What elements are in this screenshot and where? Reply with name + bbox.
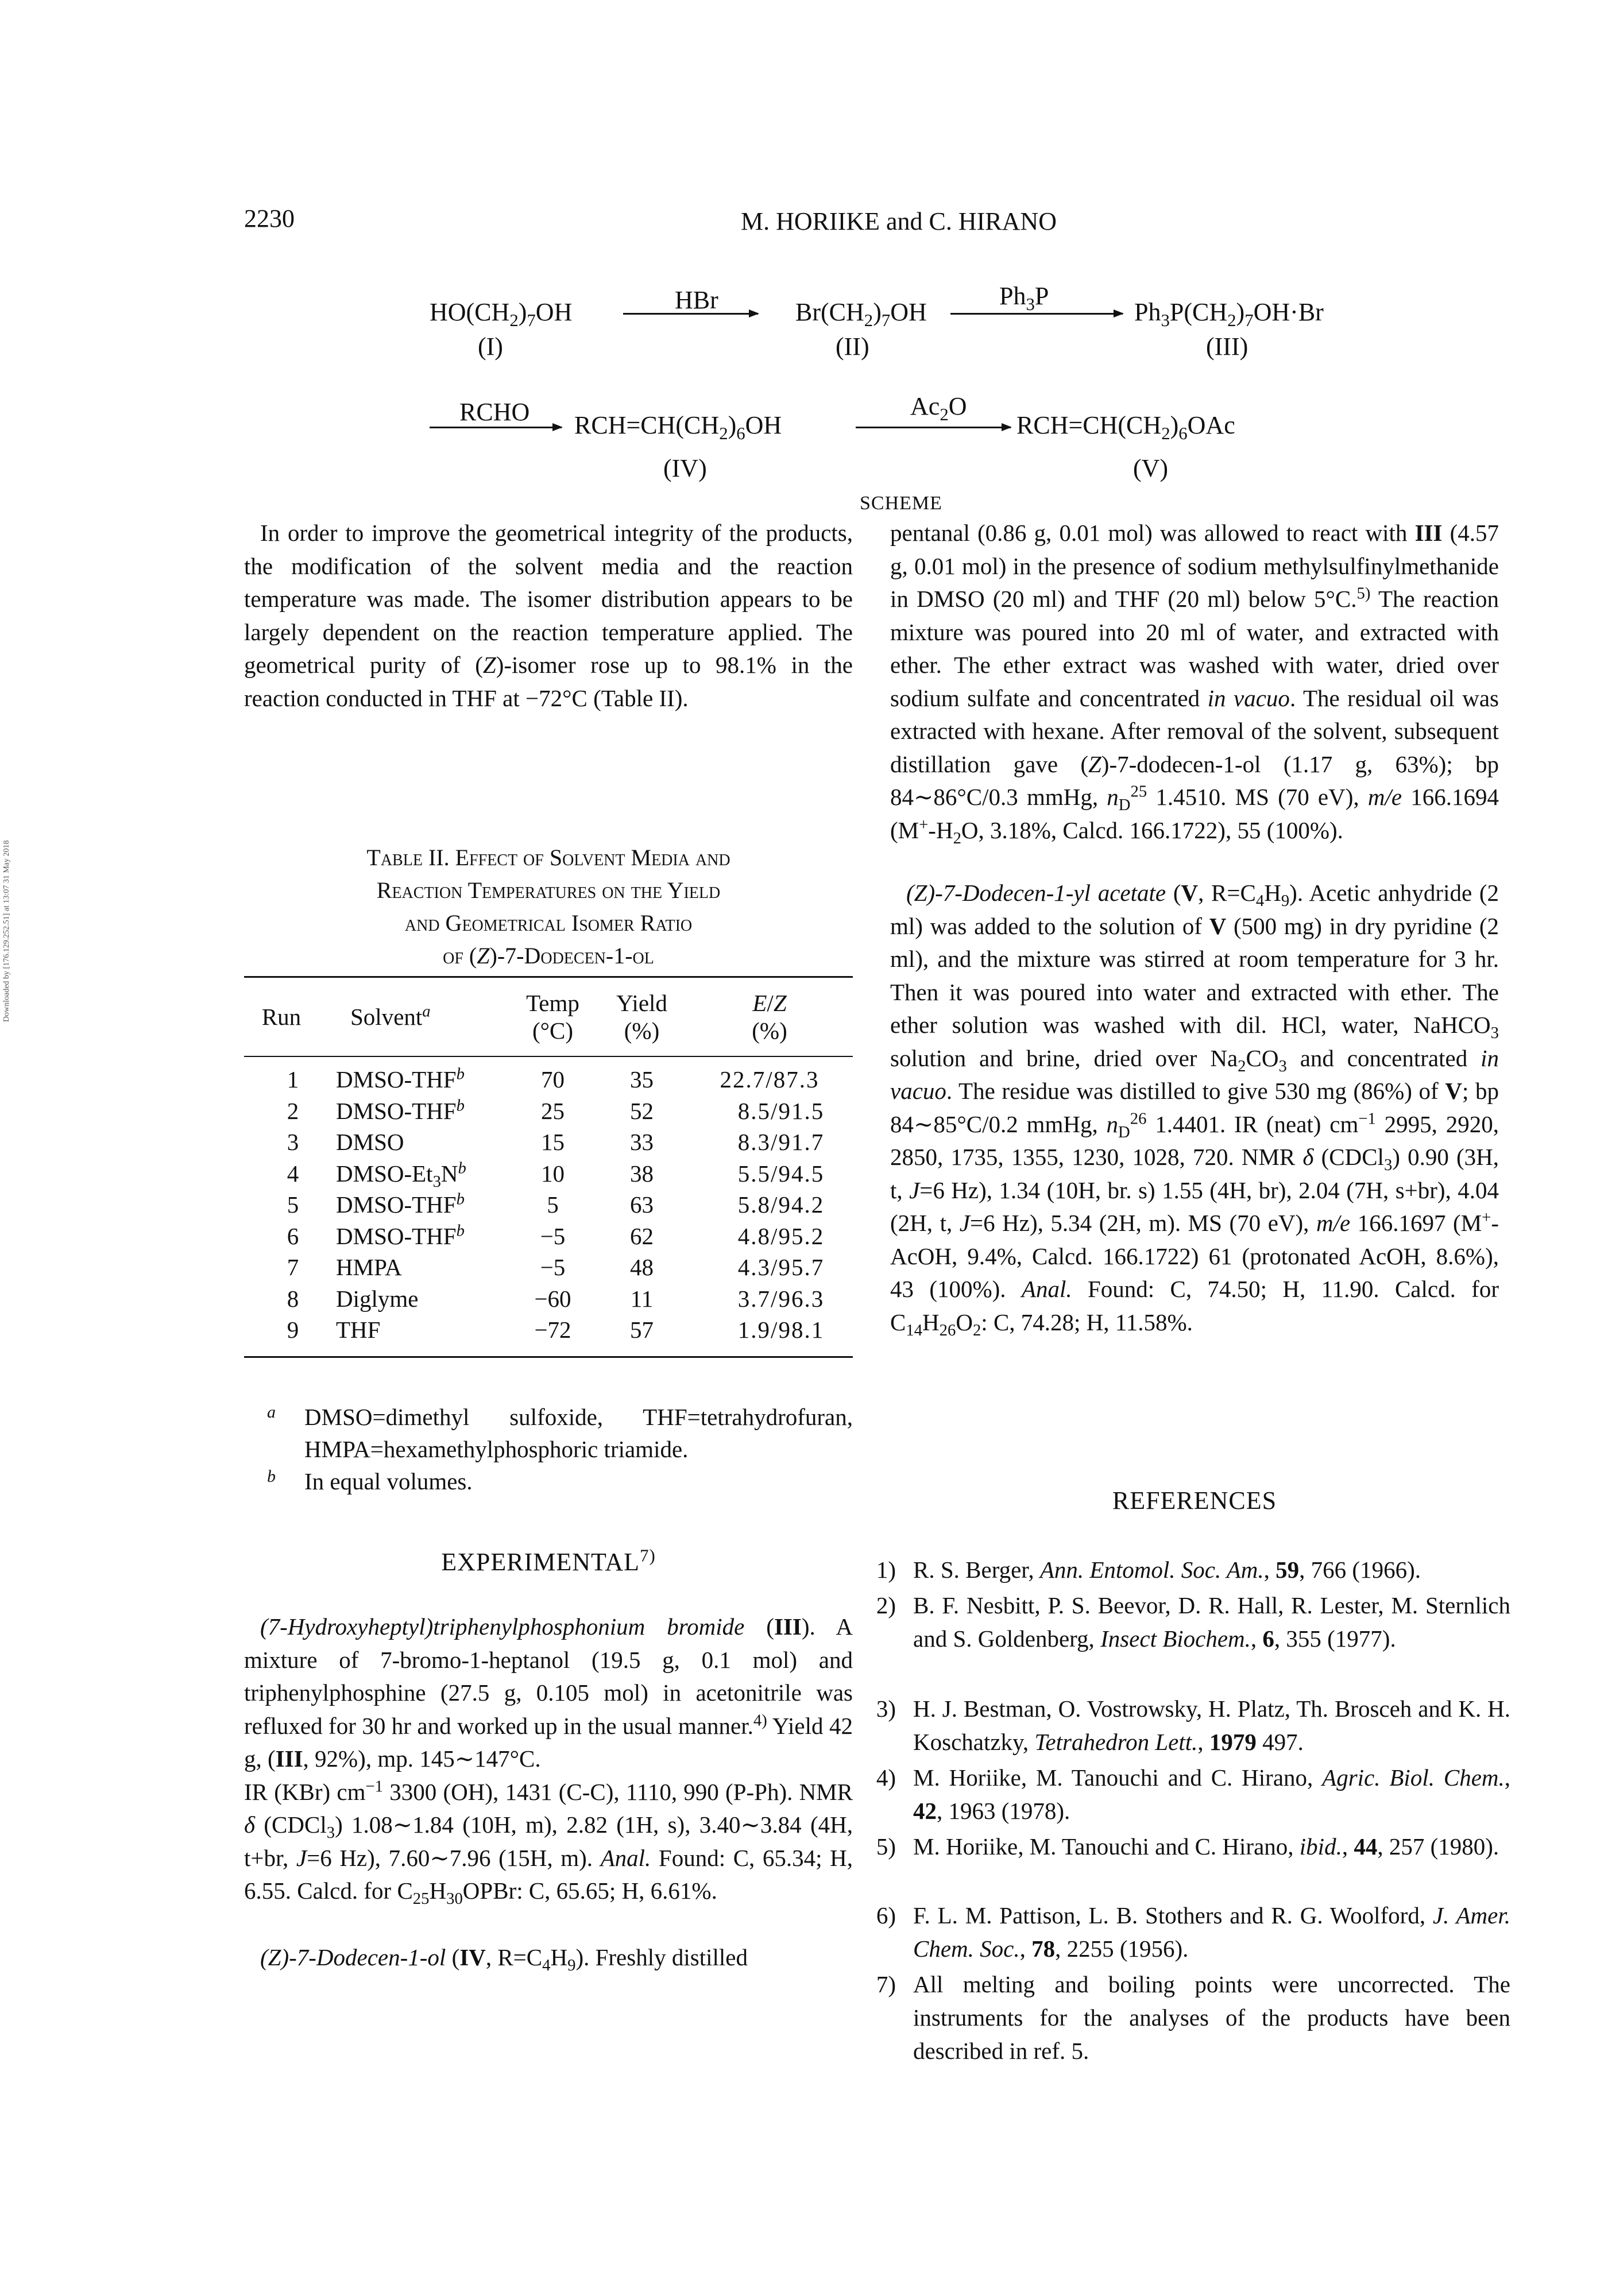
reagent-ph3p: $Ph_3P$ (999, 282, 1049, 314)
label-IV: (IV) (663, 454, 707, 482)
table-ii (244, 976, 853, 1358)
footnote-a: a DMSO=dimethyl sulfoxide, THF=tetrahydrofuran, HMPA=hexamethylphosphoric triamide. (267, 1403, 853, 1462)
table-title: Table II. Effect of Solvent Media and Reaction Temperatures on the Yield and Geometrical Isomer Ratio of (Z)-7-Dodecen-1-ol (366, 845, 730, 969)
arrow-2 (950, 313, 1123, 315)
table-row: 7 HMPA −5 48 4.3/95.7 (287, 1254, 825, 1281)
reagent-hbr: HBr (675, 286, 718, 314)
arrow-4 (856, 427, 1011, 428)
table-row: 5 DMSO-THF$^b$ 5 63 5.8/94.2 (287, 1190, 825, 1218)
references-heading: REFERENCES (1112, 1486, 1277, 1515)
scheme-caption: SCHEME (860, 493, 942, 514)
arrow-3 (430, 427, 562, 428)
running-head-authors: M. HORIIKE and C. HIRANO (741, 207, 1057, 235)
label-I: (I) (478, 332, 503, 361)
table-row: 6 DMSO-THF$^b$ −5 62 4.8/95.2 (287, 1221, 825, 1249)
table-row: 4 DMSO-$Et_3N^b$ 10 38 5.5/94.5 (287, 1159, 825, 1191)
reagent-rcho: RCHO (459, 398, 530, 426)
exp-paragraph-iii: (7-Hydroxyheptyl)triphenylphosphonium bromide (III). A mixture of 7-bromo-1-heptanol (19.5 g, 0.1 mol) and triphenylphosphine (27.5 g, 0.105 mol) in acetonitrile was refluxed for 30 hr and worked up in the usual manner.$^{4)}$ Yield 42 g, (III, 92%), mp. 145∼147°C. (244, 1613, 853, 1772)
header-ez: E/Z (%) (752, 990, 787, 1044)
reference-list: 1) R. S. Berger, Ann. Entomol. Soc. Am., 59, 766 (1966). 2) B. F. Nesbitt, P. S. Beevor, D. R. Hall, R. Lester, M. Sternlich and S. Goldenberg, Insect Biochem., 6, 355 (1977). 3) H. J. Bestman, O. Vostrowsky, H. Platz, Th. Brosceh and K. H. Koschatzky, Tetrahedron Lett., 1979 497. 4) M. Horiike, M. Tanouchi and C. Hirano, Agric. Biol. Chem., 42, 1963 (1978). 5) M. Horiike, M. Tanouchi and C. Hirano, ibid., 44, 257 (1980). 6) F. L. M. Pattison, L. B. Stothers and R. G. Woolford, J. Amer. Chem. Soc., 78, 2255 (1956). 7) All melting and boiling points were uncorrected. The instruments for the analyses of the products have been described in ref. 5. (876, 1557, 1510, 2064)
page-number: 2230 (244, 204, 295, 233)
table-row: 2 DMSO-THF$^b$ 25 52 8.5/91.5 (287, 1096, 825, 1124)
exp-paragraph-iv: (Z)-7-Dodecen-1-ol (IV, $R=C_4H_9$). Freshly distilled (260, 1943, 748, 1974)
table-row: 9 THF −72 57 1.9/98.1 (287, 1317, 825, 1343)
table-row: 3 DMSO 15 33 8.3/91.7 (287, 1129, 825, 1156)
table-row: 8 Diglyme −60 11 3.7/96.3 (287, 1285, 825, 1312)
table-footnotes (244, 1401, 853, 1497)
compound-V: $RCH=CH(CH_2)_6OAc$ (1016, 411, 1235, 443)
download-note: Downloaded by [176.129.252.51] at 13:07 31 May 2018 (2, 840, 11, 1022)
arrow-1 (623, 313, 758, 315)
table-row: 1 DMSO-THF$^b$ 70 35 22.7/87.3 (287, 1064, 820, 1093)
experimental-heading: EXPERIMENTAL$^{7)}$ (441, 1546, 656, 1576)
header-temp: Temp (°C) (526, 990, 579, 1044)
right-paragraph-v: (Z)-7-Dodecen-1-yl acetate (V, $R=C_4H_9$). Acetic anhydride (2 ml) was added to the solution of V (500 mg) in dry pyridine (2 ml), and the mixture was stirred at room temperature for 3 hr. Then it was poured into water and extracted with ether. The ether solution was washed with dil. HCl, water, NaHCO$_3$ solution and brine, dried over $Na_2CO_3$ and concentrated in vacuo. The residue was distilled to give 530 mg (86%) of V; bp 84∼85°C/0.2 mmHg, $n_D^{26}$ 1.4401. IR (neat) $cm^{-1}$ 2995, 2920, 2850, 1735, 1355, 1230, 1028, 720. NMR δ (CDCl$_3$) 0.90 (3H, t, J=6 Hz), 1.34 (10H, br. s) 1.55 (4H, br), 2.04 (7H, s+br), 4.04 (2H, t, J=6 Hz), 5.34 (2H, m). MS (70 eV), m/e 166.1697 (M+-AcOH, 9.4%, Calcd. 166.1722) 61 (protonated AcOH, 8.6%), 43 (100%). Anal. Found: C, 74.50; H, 11.90. Calcd. for $C_{14}H_{26}O_2$: C, 74.28; H, 11.58%. (890, 880, 1499, 1339)
header-solvent: Solvent$^a$ (350, 1002, 431, 1030)
label-V: (V) (1133, 454, 1169, 482)
footnote-b: b In equal volumes. (267, 1467, 473, 1494)
label-III: (III) (1206, 332, 1248, 361)
exp-paragraph-spectra: IR (KBr) $cm^{-1}$ 3300 (OH), 1431 (C-C), 1110, 990 (P-Ph). NMR δ (CDCl$_3$) 1.08∼1.84 (10H, m), 2.82 (1H, s), 3.40∼3.84 (4H, t+br, J=6 Hz), 7.60∼7.96 (15H, m). Anal. Found: C, 65.34; H, 6.55. Calcd. for $C_{25}H_{30}OPBr$: C, 65.65; H, 6.61%. (244, 1776, 853, 1908)
compound-II: $Br(CH_2)_7OH$ (795, 298, 927, 330)
reagent-ac2o: $Ac_2O$ (910, 392, 967, 424)
header-run: Run (261, 1004, 302, 1030)
label-II: (II) (836, 332, 869, 361)
left-column (244, 517, 853, 715)
table-body (244, 978, 853, 1358)
intro-paragraph: In order to improve the geometrical integrity of the products, the modification of the solvent media and the reaction temperature was made. The isomer distribution appears to be largely dependent on the reaction temperature applied. The geometrical purity of (Z)-isomer rose up to 98.1% in the reaction conducted in THF at −72°C (Table II). (244, 520, 853, 711)
compound-III: $Ph_3P(CH_2)_7OH\cdot Br$ (1134, 298, 1324, 330)
compound-I: $HO(CH_2)_7OH$ (430, 298, 573, 330)
right-paragraph-iv-cont: pentanal (0.86 g, 0.01 mol) was allowed to react with III (4.57 g, 0.01 mol) in the presence of sodium methylsulfinylmethanide in DMSO (20 ml) and THF (20 ml) below 5°C.$^{5)}$ The reaction mixture was poured into 20 ml of water, and extracted with ether. The ether extract was washed with water, dried over sodium sulfate and concentrated in vacuo. The residual oil was extracted with hexane. After removal of the solvent, subsequent distillation gave (Z)-7-dodecen-1-ol (1.17 g, 63%); bp 84∼86°C/0.3 mmHg, $n_D^{25}$ 1.4510. MS (70 eV), m/e 166.1694 ($M^+-H_2O$, 3.18%, Calcd. 166.1722), 55 (100%). (890, 520, 1499, 847)
table-header-row (244, 978, 853, 1056)
compound-IV: $RCH=CH(CH_2)_6OH$ (574, 411, 782, 443)
right-column (890, 517, 1499, 1339)
header-yield: Yield (%) (616, 990, 667, 1044)
experimental-section (244, 1610, 853, 1974)
